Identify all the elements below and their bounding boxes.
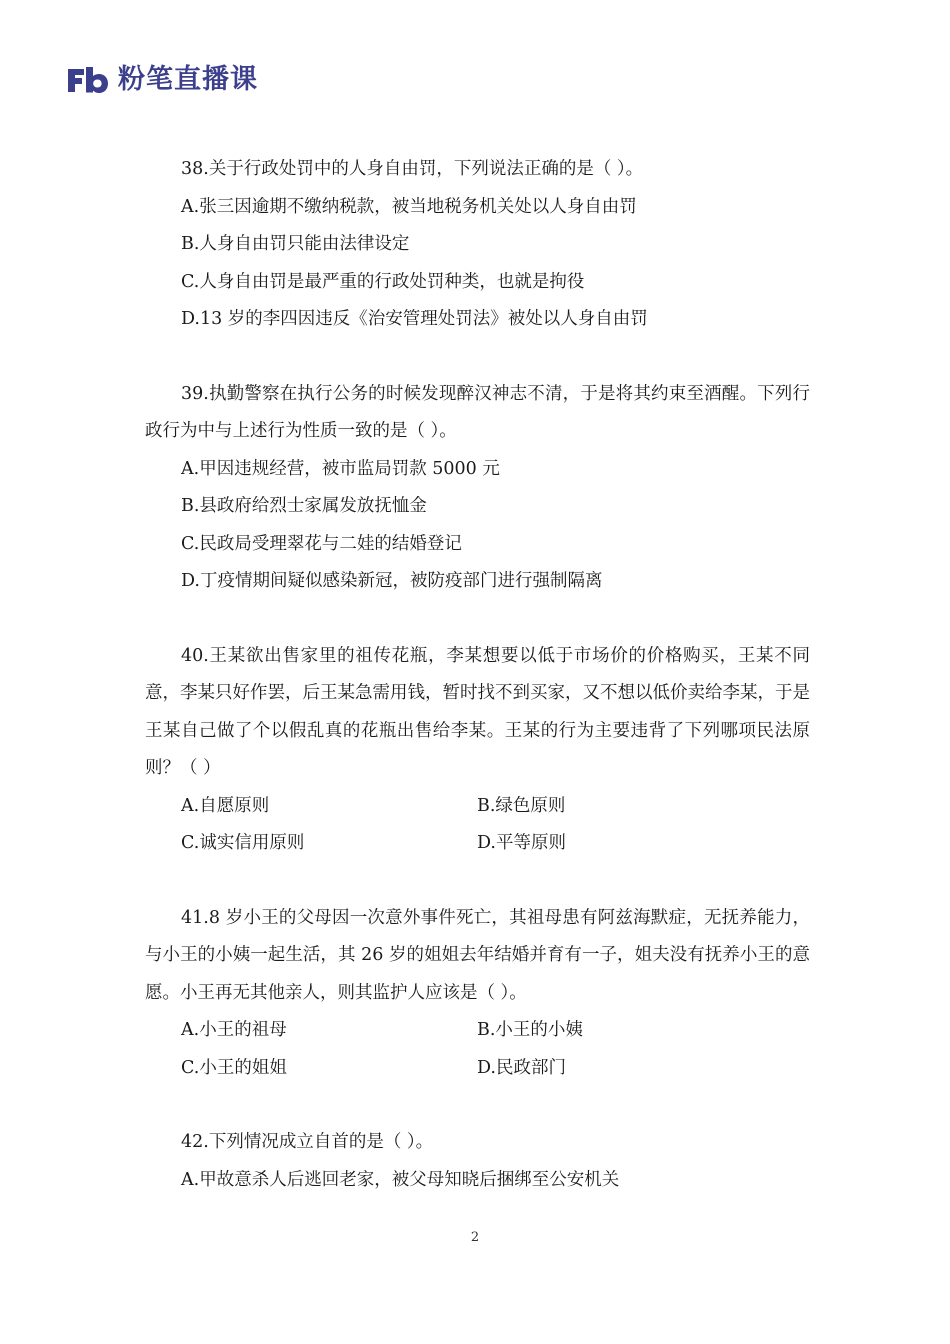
option-b: B.绿色原则	[477, 795, 566, 816]
option-a: A.甲因违规经营，被市监局罚款 5000 元	[181, 458, 500, 479]
question-41	[145, 900, 810, 1088]
option-row	[145, 1012, 810, 1050]
question-38	[145, 151, 810, 339]
question-stem: 42.下列情况成立自首的是（ ）。	[181, 1132, 434, 1152]
fb-logo-icon	[66, 65, 110, 95]
option-a: A.甲故意杀人后逃回老家，被父母知晓后捆绑至公安机关	[181, 1169, 620, 1190]
option-row	[145, 788, 810, 826]
option-d: D.13 岁的李四因违反《治安管理处罚法》被处以人身自由罚	[181, 309, 648, 329]
option-c: C.民政局受理翠花与二娃的结婚登记	[181, 533, 462, 554]
option-b: B.小王的小姨	[477, 1020, 583, 1040]
question-40	[145, 638, 810, 863]
question-stem: 41.8 岁小王的父母因一次意外事件死亡，其祖母患有阿兹海默症，无抚养能力，与小王的小姨一起生活，其 26 岁的姐姐去年结婚并育有一子，姐夫没有抚养小王的意愿。小王再无其他亲人，则其监护人应该是（ ）。	[145, 907, 810, 1003]
logo-text: 粉笔直播课	[118, 64, 258, 95]
option-a: A.张三因逾期不缴纳税款，被当地税务机关处以人身自由罚	[181, 196, 637, 217]
option-d: D.民政部门	[477, 1057, 566, 1078]
question-stem: 39.执勤警察在执行公务的时候发现醉汉神志不清，于是将其约束至酒醒。下列行政行为中与上述行为性质一致的是（ ）。	[145, 383, 810, 441]
option-a: A.自愿原则	[181, 795, 270, 816]
option-d: D.丁疫情期间疑似感染新冠，被防疫部门进行强制隔离	[181, 571, 603, 591]
question-42	[145, 1124, 810, 1199]
option-c: C.诚实信用原则	[181, 833, 305, 853]
question-stem: 40.王某欲出售家里的祖传花瓶，李某想要以低于市场价的价格购买，王某不同意，李某只好作罢，后王某急需用钱，暂时找不到买家，又不想以低价卖给李某，于是王某自己做了个以假乱真的花瓶出售给李某。王某的行为主要违背了下列哪项民法原则？（ ）	[145, 645, 810, 778]
option-c: C.人身自由罚是最严重的行政处罚种类，也就是拘役	[181, 271, 585, 292]
page-number: 2	[470, 1230, 480, 1245]
option-row	[145, 825, 810, 863]
question-39	[145, 376, 810, 601]
option-d: D.平等原则	[477, 833, 566, 853]
option-b: B.人身自由罚只能由法律设定	[181, 234, 410, 254]
option-b: B.县政府给烈士家属发放抚恤金	[181, 496, 427, 516]
question-list	[145, 151, 810, 1236]
question-stem: 38.关于行政处罚中的人身自由罚，下列说法正确的是（ ）。	[181, 159, 644, 179]
header	[66, 62, 258, 98]
option-a: A.小王的祖母	[181, 1020, 287, 1040]
option-c: C.小王的姐姐	[181, 1057, 287, 1078]
option-row	[145, 1050, 810, 1088]
